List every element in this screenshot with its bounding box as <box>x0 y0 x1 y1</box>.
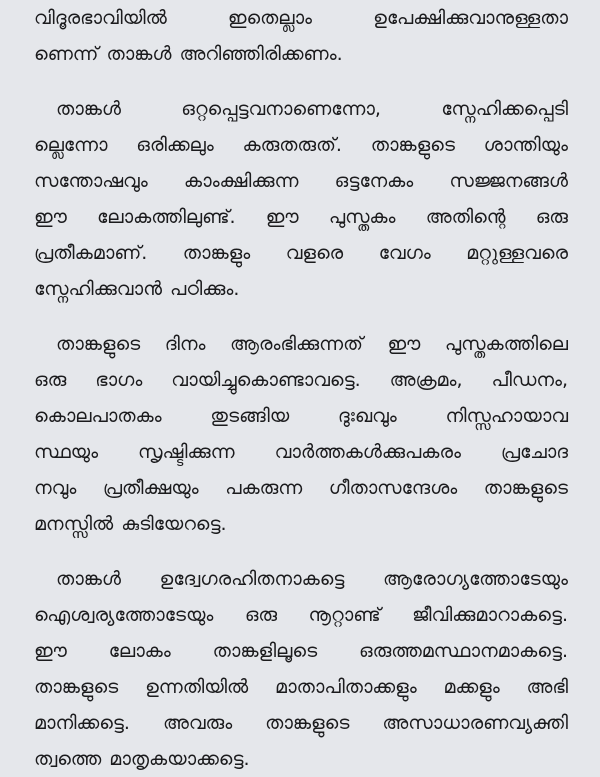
paragraph-4 <box>34 561 568 777</box>
text-line: സ്ഥയും സൃഷ്ടിക്കുന്ന വാർത്തകൾക്കുപകരം പ്രചോദ <box>34 441 568 463</box>
text-line: ഒരു ഭാഗം വായിച്ചുകൊണ്ടാവട്ടെ. അക്രമം, പീഡനം, <box>34 369 568 391</box>
text-line: വിദൂരഭാവിയിൽ ഇതെല്ലാം ഉപേക്ഷിക്കുവാനുള്ളതാ <box>34 7 568 29</box>
text-line: സന്തോഷവും കാംക്ഷിക്കുന്ന ഒട്ടനേകം സജ്ജനങ്ങൾ <box>34 170 568 192</box>
text-line: താങ്കളുടെ ഉന്നതിയിൽ മാതാപിതാക്കളും മക്കളും അഭി <box>34 676 568 698</box>
text-line: താങ്കൾ ഒറ്റപ്പെട്ടവനാണെന്നോ, സ്നേഹിക്കപ്പെടി <box>56 98 568 120</box>
paragraph-3 <box>34 326 568 542</box>
text-line: കൊലപാതകം തുടങ്ങിയ ദുഃഖവും നിസ്സഹായാവ <box>34 405 568 427</box>
text-line: ത്വത്തെ മാതൃകയാക്കട്ടെ. <box>34 748 250 770</box>
text-line: മനസ്സിൽ കുടിയേറട്ടെ. <box>34 513 227 535</box>
text-line: ല്ലെന്നോ ഒരിക്കലും കരുതരുത്. താങ്കളുടെ ശാന്തിയും <box>34 134 568 156</box>
text-line: നവും പ്രതീക്ഷയും പകരുന്ന ഗീതാസന്ദേശം താങ്കളുടെ <box>34 477 568 499</box>
paragraph-1 <box>34 0 568 72</box>
text-line: പ്രതീകമാണ്. താങ്കളും വളരെ വേഗം മറ്റുള്ളവരെ <box>34 242 568 264</box>
paragraph-2 <box>34 91 568 307</box>
text-line: മാനിക്കട്ടെ. അവരും താങ്കളുടെ അസാധാരണവ്യക്തി <box>34 712 568 734</box>
text-line: സ്നേഹിക്കുവാൻ പഠിക്കും. <box>34 278 240 300</box>
text-line: ഈ ലോകത്തിലുണ്ട്. ഈ പുസ്തകം അതിന്റെ ഒരു <box>34 206 568 228</box>
text-line: ഐശ്വര്യത്തോടേയും ഒരു നൂറ്റാണ്ട് ജീവിക്കുമാറാകട്ടെ. <box>34 604 568 626</box>
text-line: താങ്കളുടെ ദിനം ആരംഭിക്കുന്നത് ഈ പുസ്തകത്തിലെ <box>56 333 568 355</box>
text-line: ഈ ലോകം താങ്കളിലൂടെ ഒരുത്തമസ്ഥാനമാകട്ടെ. <box>34 640 568 662</box>
text-line: താങ്കൾ ഉദ്വേഗരഹിതനാകട്ടെ ആരോഗ്യത്തോടേയും <box>56 568 568 590</box>
text-line: ണെന്ന് താങ്കൾ അറിഞ്ഞിരിക്കണം. <box>34 43 343 65</box>
